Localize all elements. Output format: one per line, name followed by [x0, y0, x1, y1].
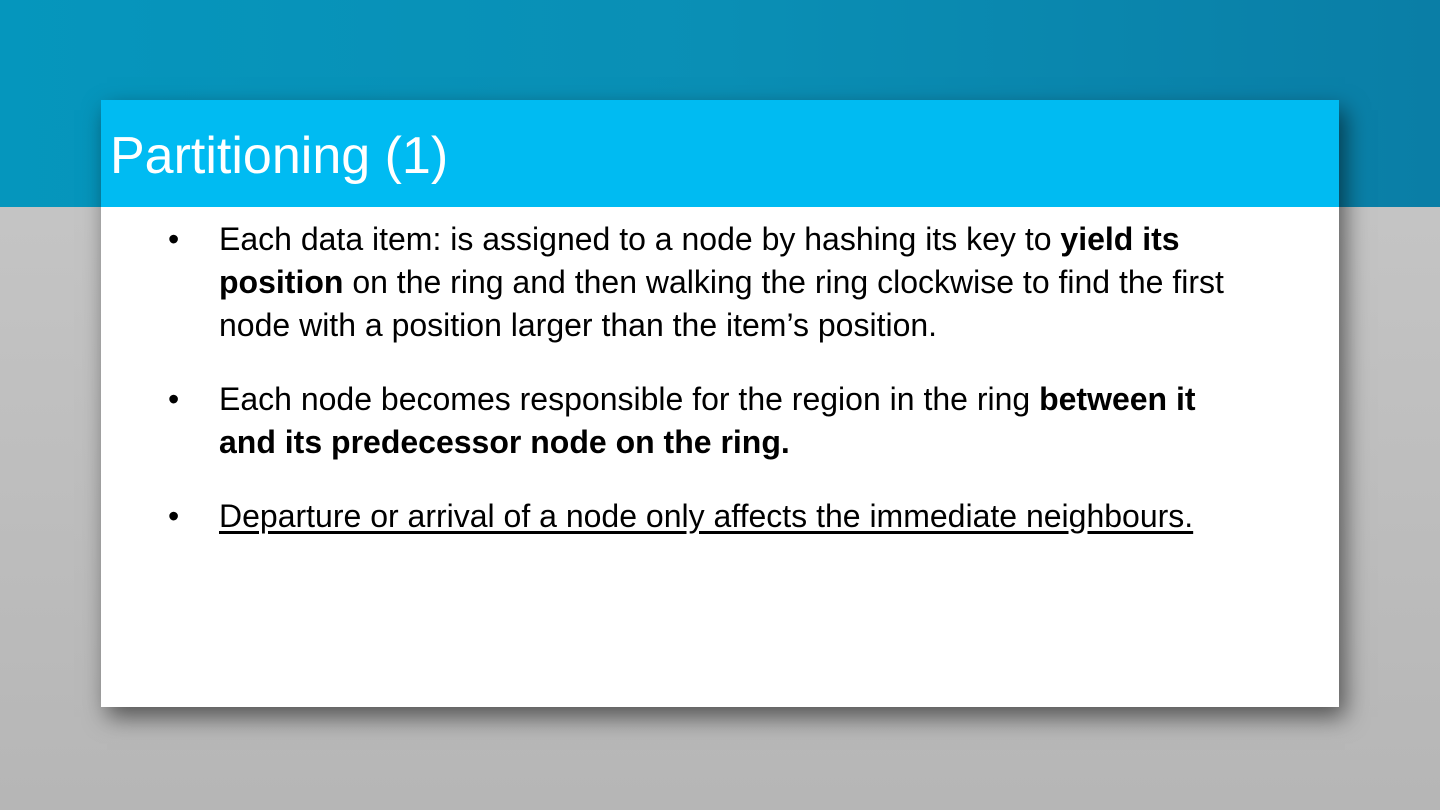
bullet-item — [101, 495, 1339, 538]
slide — [101, 100, 1339, 707]
bullet-text-underlined: Departure or arrival of a node only affects the immediate neighbours. — [219, 498, 1194, 534]
bullet-list — [101, 218, 1339, 569]
bullet-text-bold: between it and its predecessor node on the ring. — [219, 381, 1196, 460]
slide-title: Partitioning (1) — [110, 127, 449, 185]
bullet-text: Each data item: is assigned to a node by hashing its key to — [219, 221, 1061, 257]
title-bar — [101, 100, 1339, 207]
bullet-text: Each node becomes responsible for the region in the ring — [219, 381, 1040, 417]
bullet-text-bold: yield its position — [219, 221, 1180, 300]
bullet-marker: • — [168, 221, 180, 257]
bullet-marker: • — [168, 498, 180, 534]
bullet-marker: • — [168, 381, 180, 417]
bullet-item — [101, 378, 1339, 464]
bullet-item — [101, 218, 1339, 347]
bullet-text: on the ring and then walking the ring clockwise to find the first node with a position larger than the item’s position. — [219, 264, 1224, 343]
